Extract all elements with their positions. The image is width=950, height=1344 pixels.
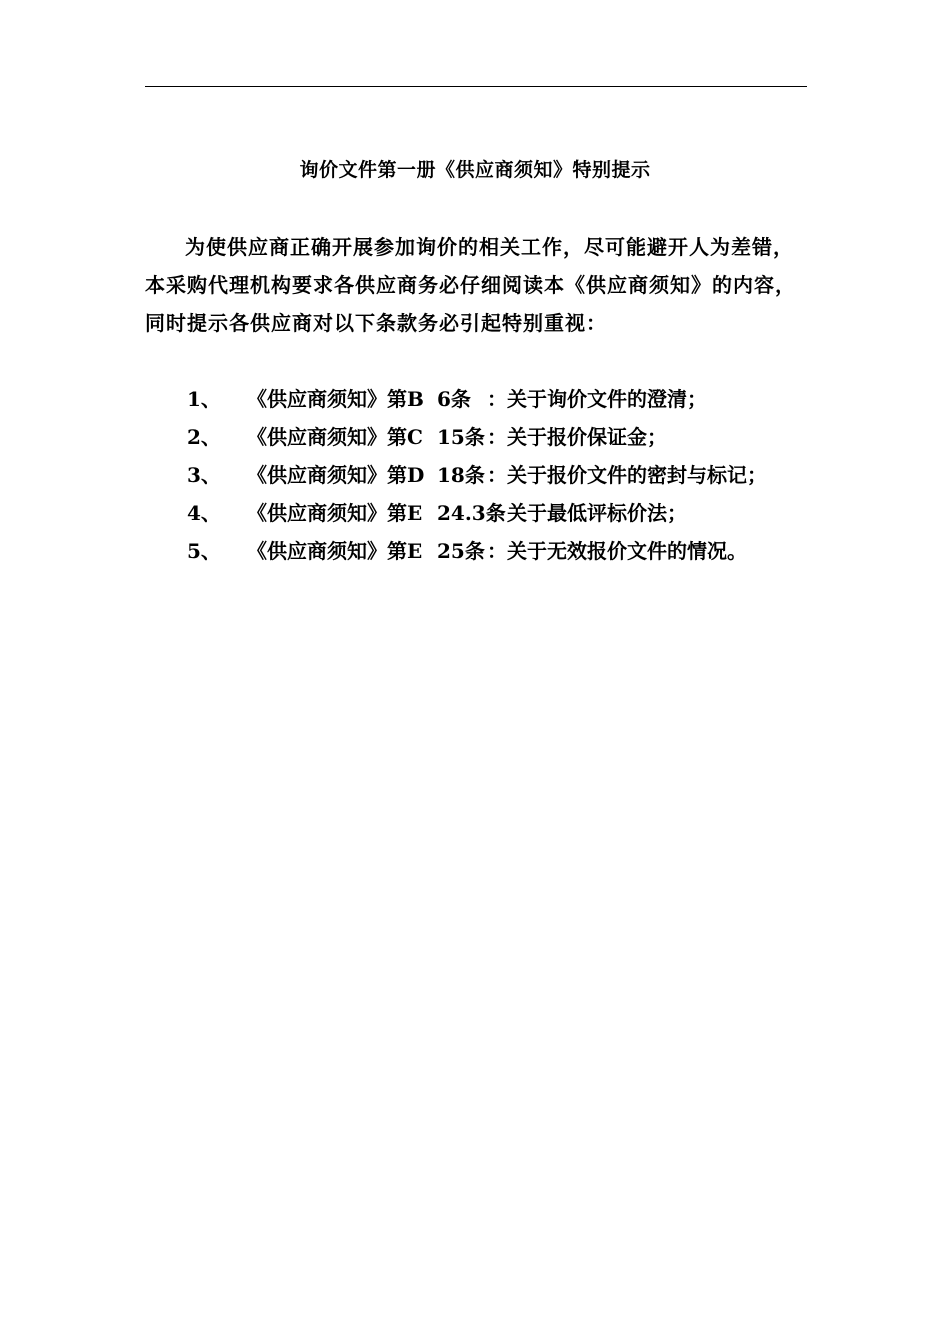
intro-paragraph: 为使供应商正确开展参加询价的相关工作，尽可能避开人为差错，本采购代理机构要求各供应商务必仔细阅读本《供应商须知》的内容，同时提示各供应商对以下条款务必引起特别重视： [145,235,796,335]
clause-text: ：关于最低评标价法； [487,501,687,525]
clause-item-2 [187,418,767,456]
clause-number: 5、 [187,539,221,563]
clause-text: ：关于无效报价文件的情况。 [487,539,747,563]
clause-text: ：关于报价保证金； [487,425,667,449]
clause-reference: 《供应商须知》第D [247,463,425,487]
clause-item-1 [187,380,767,418]
clause-section: 6条 [437,387,471,411]
clause-text: ：关于报价文件的密封与标记； [487,463,767,487]
clause-section: 25条 [437,539,485,563]
header-rule [145,86,807,87]
clause-reference: 《供应商须知》第E [247,501,423,525]
clause-reference: 《供应商须知》第C [247,425,423,449]
clause-section: 24.3条 [437,501,506,525]
clause-number: 4、 [187,501,221,525]
clause-item-5 [187,532,767,570]
document-title: 询价文件第一册《供应商须知》特别提示 [299,159,651,181]
clause-item-3 [187,456,767,494]
clause-section: 18条 [437,463,485,487]
clause-item-4 [187,494,767,532]
clause-section: 15条 [437,425,485,449]
clause-number: 3、 [187,463,221,487]
clause-reference: 《供应商须知》第E [247,539,423,563]
clause-reference: 《供应商须知》第B [247,387,424,411]
clause-list [187,380,767,570]
clause-number: 1、 [187,387,221,411]
clause-text: ：关于询价文件的澄清； [487,387,707,411]
clause-number: 2、 [187,425,221,449]
